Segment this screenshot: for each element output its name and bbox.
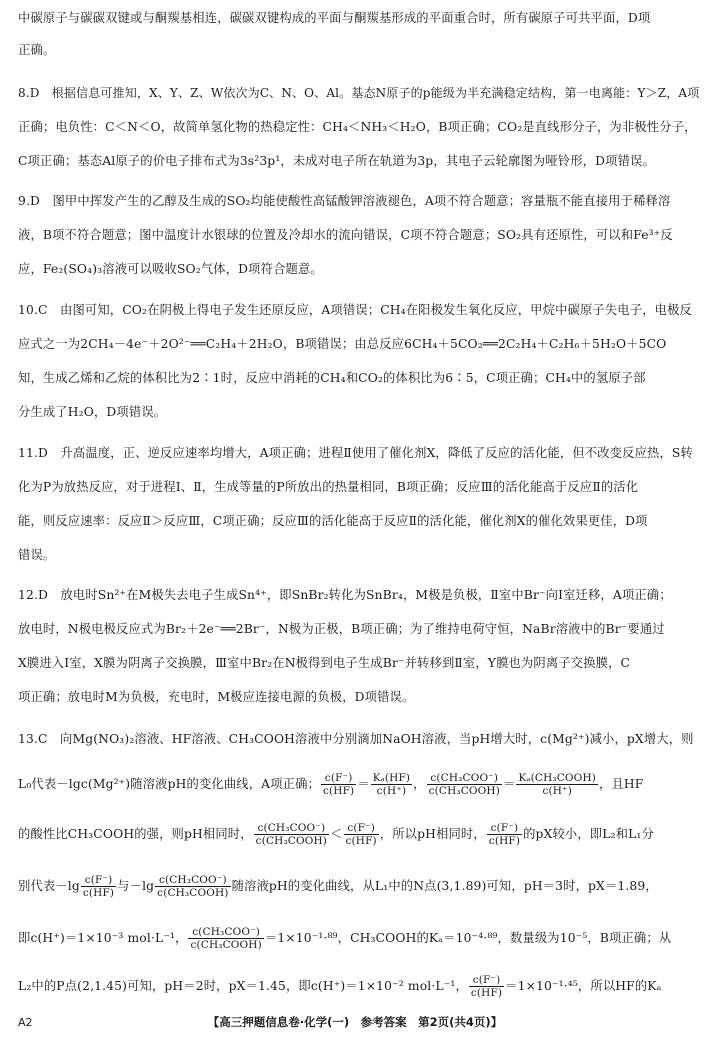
text-line: L₀代表－lgc(Mg²⁺)随溶液pH的变化曲线，A项正确； $\frac{c(F^-)}{c(HF)}$ ＝ $\frac{\text{Kₐ(HF)}}{c(H^+)}$ ， $\frac{\text{c(CH₃COO⁻)}}{\text{c(CH₃COOH)}}$ ＝ $\frac{\text{Kₐ(CH₃COOH)}}{c(H^+)}$ ，且HF xyxy=(18,772,644,797)
text-line: 应，Fe₂(SO₄)₃溶液可以吸收SO₂气体，D项符合题意。 xyxy=(18,262,323,276)
text-line: 分生成了H₂O，D项错误。 xyxy=(18,405,167,419)
fraction: $\frac{c(F^-)}{c(HF)}$ xyxy=(82,874,115,899)
answer-11-line: 11.D 升高温度，正、逆反应速率均增大，A项正确；进程Ⅱ使用了催化剂X，降低了反应的活化能，但不改变反应热，S转 xyxy=(18,446,693,460)
text-line: 别代表－lg $\frac{c(F^-)}{c(HF)}$ 与－lg $\frac{\text{c(CH₃COO⁻)}}{\text{c(CH₃COOH)}}$ 随溶液pH的变化曲线，从L₁中的N点(3,1.89)可知，pH＝3时，pX＝1.89， xyxy=(18,874,658,899)
fraction: $\frac{\text{c(CH₃COO⁻)}}{\text{c(CH₃COOH)}}$ xyxy=(428,772,500,797)
text-line: 项正确；放电时M为负极，充电时，M极应连接电源的负极，D项错误。 xyxy=(18,690,415,704)
fraction: $\frac{\text{c(CH₃COO⁻)}}{\text{c(CH₃COOH)}}$ xyxy=(157,874,229,899)
page-code: A2 xyxy=(18,1016,33,1029)
answer-8-line: 8.D 根据信息可推知，X、Y、Z、W依次为C、N、O、Al。基态N原子的p能级为半充满稳定结构，第一电离能：Y＞Z，A项 xyxy=(18,86,700,100)
text-line: 能，则反应速率：反应Ⅱ＞反应Ⅲ，C项正确；反应Ⅲ的活化能高于反应Ⅱ的活化能，催化剂X的催化效果更佳，D项 xyxy=(18,514,648,528)
text-line: 的酸性比CH₃COOH的强，则pH相同时， $\frac{\text{c(CH₃COO⁻)}}{\text{c(CH₃COOH)}}$ ＜ $\frac{c(F^-)}{c(HF)}$ ，所以pH相同时， $\frac{c(F^-)}{c(HF)}$ 的pX较小，即L₂和L₁分 xyxy=(18,822,654,847)
fraction: $\frac{c(F^-)}{c(HF)}$ xyxy=(488,822,521,847)
text-line: 正确；电负性：C＜N＜O，故简单氢化物的热稳定性：CH₄＜NH₃＜H₂O，B项正确；CO₂是直线形分子，为非极性分子， xyxy=(18,120,697,134)
text-line: 即c(H⁺)＝1×10⁻³ mol·L⁻¹， $\frac{\text{c(CH₃COO⁻)}}{\text{c(CH₃COOH)}}$ ＝1×10⁻¹·⁸⁹，CH₃COOH的Kₐ＝10⁻⁴·⁸⁹，数量级为10⁻⁵，B项正确；从 xyxy=(18,926,672,951)
text-line: 应式之一为2CH₄－4e⁻＋2O²⁻══C₂H₄＋2H₂O，B项错误；由总反应6CH₄＋5CO₂══2C₂H₄＋C₂H₆＋5H₂O＋5CO xyxy=(18,337,667,351)
answer-13-line: 13.C 向Mg(NO₃)₂溶液、HF溶液、CH₃COOH溶液中分别滴加NaOH溶液，当pH增大时，c(Mg²⁺)减小，pX增大，则 xyxy=(18,732,694,746)
text-line: L₂中的P点(2,1.45)可知，pH＝2时，pX＝1.45，即c(H⁺)＝1×10⁻² mol·L⁻¹， $\frac{c(F^-)}{c(HF)}$ ＝1×10⁻¹·⁴⁵，所以HF的Kₐ xyxy=(18,974,662,999)
text-line: 放电时，N极电极反应式为Br₂＋2e⁻══2Br⁻，N极为正极，B项正确；为了维持电荷守恒，NaBr溶液中的Br⁻要通过 xyxy=(18,622,665,636)
fraction: $\frac{c(F^-)}{c(HF)}$ xyxy=(323,772,355,797)
text-line: 正确。 xyxy=(18,43,56,57)
text-line: 错误。 xyxy=(18,548,56,562)
fraction: $\frac{\text{Kₐ(HF)}}{c(H^+)}$ xyxy=(372,772,411,797)
fraction: $\frac{c(F^-)}{c(HF)}$ xyxy=(470,974,503,999)
answer-9-line: 9.D 图甲中挥发产生的乙醇及生成的SO₂均能使酸性高锰酸钾溶液褪色，A项不符合题意；容量瓶不能直接用于稀释溶 xyxy=(18,194,671,208)
page-footer: 【高三押题信息卷·化学(一) 参考答案 第2页(共4页)】 xyxy=(207,1015,503,1029)
text-line: 液，B项不符合题意；图中温度计水银球的位置及冷却水的流向错误，C项不符合题意；SO₂具有还原性，可以和Fe³⁺反 xyxy=(18,228,673,242)
text-line: 化为P为放热反应，对于进程Ⅰ、Ⅱ，生成等量的P所放出的热量相同，B项正确；反应Ⅲ的活化能高于反应Ⅱ的活化 xyxy=(18,480,639,494)
text-line: 知，生成乙烯和乙烷的体积比为2∶1时，反应中消耗的CH₄和CO₂的体积比为6∶5，C项正确；CH₄中的氢原子部 xyxy=(18,371,646,385)
text-line: 中碳原子与碳碳双键或与酮羰基相连，碳碳双键构成的平面与酮羰基形成的平面重合时，所有碳原子可共平面，D项 xyxy=(18,11,651,25)
fraction: $\frac{\text{Kₐ(CH₃COOH)}}{c(H^+)}$ xyxy=(518,772,596,797)
fraction: $\frac{\text{c(CH₃COO⁻)}}{\text{c(CH₃COOH)}}$ xyxy=(255,822,328,847)
answer-10-line: 10.C 由图可知，CO₂在阴极上得电子发生还原反应，A项错误；CH₄在阳极发生氧化反应，甲烷中碳原子失电子，电极反 xyxy=(18,303,692,317)
text-line: C项正确；基态Al原子的价电子排布式为3s²3p¹，未成对电子所在轨道为3p，其电子云轮廓图为哑铃形，D项错误。 xyxy=(18,154,655,168)
answer-12-line: 12.D 放电时Sn²⁺在M极失去电子生成Sn⁴⁺，即SnBr₂转化为SnBr₄，M极是负极，Ⅱ室中Br⁻向Ⅰ室迁移，A项正确； xyxy=(18,588,672,602)
text-line: X膜进入Ⅰ室，X膜为阴离子交换膜，Ⅲ室中Br₂在N极得到电子生成Br⁻并转移到Ⅱ室，Y膜也为阴离子交换膜，C xyxy=(18,656,631,670)
fraction: $\frac{c(F^-)}{c(HF)}$ xyxy=(345,822,377,847)
fraction: $\frac{\text{c(CH₃COO⁻)}}{\text{c(CH₃COOH)}}$ xyxy=(190,926,262,951)
